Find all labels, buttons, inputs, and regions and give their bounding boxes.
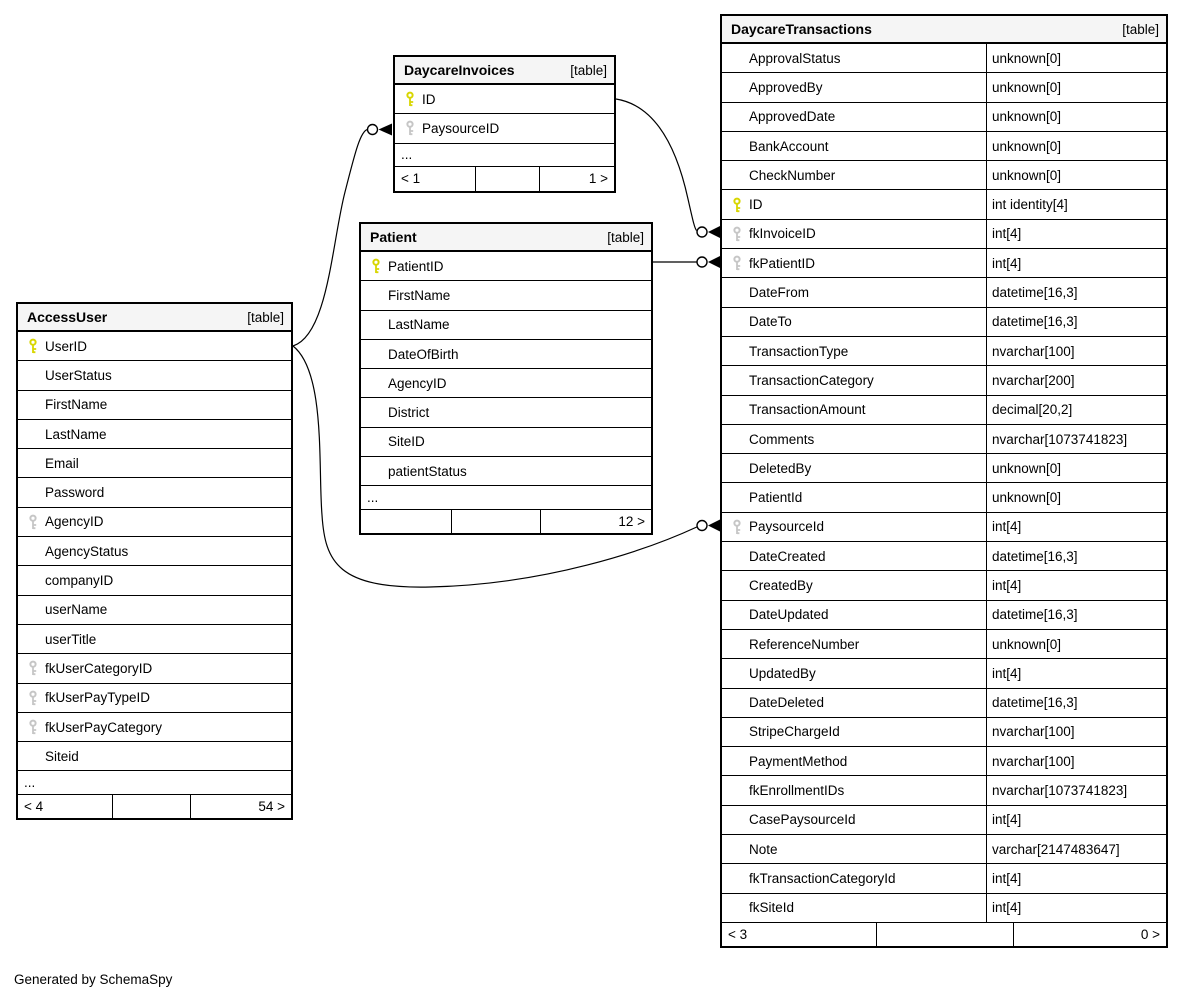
column-type: int identity[4]	[986, 190, 1166, 218]
column-name: patientStatus	[388, 463, 467, 479]
key-slot-empty	[18, 742, 45, 770]
column-row-StripeChargeId	[722, 718, 1166, 747]
table-footer	[18, 795, 291, 819]
column-row-LastName	[361, 311, 651, 340]
table-header	[395, 57, 614, 85]
column-row-DateTo	[722, 308, 1166, 337]
column-type: unknown[0]	[986, 161, 1166, 189]
column-row-LastName	[18, 420, 291, 449]
key-slot-empty	[722, 630, 749, 658]
column-name: Siteid	[45, 748, 79, 764]
column-name: fkInvoiceID	[749, 226, 816, 242]
table-title[interactable]: Patient	[370, 229, 417, 245]
column-type: int[4]	[986, 659, 1166, 687]
column-name: fkUserCategoryID	[45, 660, 153, 676]
key-slot-empty	[18, 625, 45, 653]
key-slot-empty	[722, 776, 749, 804]
table-footer	[361, 510, 651, 534]
column-type: nvarchar[100]	[986, 747, 1166, 775]
column-type: nvarchar[200]	[986, 366, 1166, 394]
footer-parents-count	[361, 510, 451, 534]
table-DaycareInvoices[interactable]	[393, 55, 616, 193]
column-name: fkSiteId	[749, 900, 795, 916]
column-name: CasePaysourceId	[749, 812, 856, 828]
column-type: datetime[16,3]	[986, 689, 1166, 717]
column-row-TransactionAmount	[722, 396, 1166, 425]
column-type: unknown[0]	[986, 132, 1166, 160]
footer-parents-count: < 3	[728, 927, 748, 943]
column-row-fkUserPayCategory	[18, 713, 291, 742]
column-row-UpdatedBy	[722, 659, 1166, 688]
column-row-Siteid	[18, 742, 291, 771]
footer-children-count: 0 >	[1013, 923, 1166, 947]
column-row-Email	[18, 449, 291, 478]
column-name: DateCreated	[749, 548, 826, 564]
foreign-key-icon	[18, 508, 45, 536]
key-slot-empty	[18, 566, 45, 594]
foreign-key-icon	[722, 220, 749, 248]
column-row-userTitle	[18, 625, 291, 654]
column-name: PaysourceId	[749, 519, 825, 535]
column-row-DateFrom	[722, 278, 1166, 307]
key-slot-empty	[722, 659, 749, 687]
column-name: SiteID	[388, 434, 425, 450]
column-name: PatientID	[388, 258, 444, 274]
key-slot-empty	[722, 483, 749, 511]
primary-key-icon	[18, 332, 45, 360]
table-type-tag: [table]	[247, 309, 284, 325]
column-row-SiteID	[361, 428, 651, 457]
key-slot-empty	[722, 132, 749, 160]
column-name: fkUserPayCategory	[45, 719, 163, 735]
key-slot-empty	[722, 542, 749, 570]
column-row-TransactionCategory	[722, 366, 1166, 395]
table-header	[18, 304, 291, 332]
key-slot-empty	[722, 571, 749, 599]
column-row-ApprovalStatus	[722, 44, 1166, 73]
column-type: nvarchar[1073741823]	[986, 425, 1166, 453]
key-slot-empty	[722, 161, 749, 189]
column-type: int[4]	[986, 220, 1166, 248]
column-row-ApprovedBy	[722, 73, 1166, 102]
column-row-UserStatus	[18, 361, 291, 390]
column-type: unknown[0]	[986, 73, 1166, 101]
footer-children-count: 54 >	[190, 795, 291, 819]
table-title[interactable]: AccessUser	[27, 309, 108, 325]
column-row-fkPatientID	[722, 249, 1166, 278]
column-type: nvarchar[1073741823]	[986, 776, 1166, 804]
table-footer	[722, 923, 1166, 947]
column-name: UpdatedBy	[749, 665, 816, 681]
column-name: DateTo	[749, 314, 792, 330]
column-name: userTitle	[45, 631, 97, 647]
column-type: datetime[16,3]	[986, 542, 1166, 570]
column-row-ID	[395, 85, 614, 114]
column-row-CasePaysourceId	[722, 806, 1166, 835]
column-name: BankAccount	[749, 138, 829, 154]
column-name: fkEnrollmentIDs	[749, 783, 845, 799]
column-name: ID	[422, 91, 436, 107]
foreign-key-icon	[18, 713, 45, 741]
table-footer	[395, 167, 614, 191]
column-type: int[4]	[986, 249, 1166, 277]
column-row-UserID	[18, 332, 291, 361]
column-name: TransactionCategory	[749, 372, 874, 388]
table-type-tag: [table]	[607, 229, 644, 245]
column-row-DeletedBy	[722, 454, 1166, 483]
column-type: unknown[0]	[986, 630, 1166, 658]
column-name: fkTransactionCategoryId	[749, 870, 896, 886]
column-name: DeletedBy	[749, 460, 812, 476]
table-header	[722, 16, 1166, 44]
column-name: PatientId	[749, 490, 803, 506]
column-row-fkInvoiceID	[722, 220, 1166, 249]
key-slot-empty	[722, 806, 749, 834]
key-slot-empty	[722, 747, 749, 775]
key-slot-empty	[361, 428, 388, 456]
footer-middle-cell	[876, 923, 1013, 947]
key-slot-empty	[18, 596, 45, 624]
key-slot-empty	[361, 311, 388, 339]
column-name: CreatedBy	[749, 577, 813, 593]
hidden-columns-ellipsis: ...	[395, 144, 614, 168]
column-name: CheckNumber	[749, 167, 836, 183]
key-slot-empty	[722, 278, 749, 306]
column-name: companyID	[45, 573, 114, 589]
key-slot-empty	[722, 308, 749, 336]
key-slot-empty	[722, 864, 749, 892]
column-name: ApprovedBy	[749, 79, 823, 95]
column-row-ApprovedDate	[722, 103, 1166, 132]
column-row-fkTransactionCategoryId	[722, 864, 1166, 893]
column-name: DateOfBirth	[388, 346, 459, 362]
column-name: AgencyID	[45, 514, 104, 530]
column-name: PaysourceID	[422, 120, 500, 136]
column-type: int[4]	[986, 894, 1166, 922]
column-name: PaymentMethod	[749, 753, 848, 769]
footer-parents-count: < 4	[24, 799, 44, 815]
column-row-patientStatus	[361, 457, 651, 486]
column-name: TransactionAmount	[749, 402, 866, 418]
column-row-DateUpdated	[722, 601, 1166, 630]
column-row-fkUserCategoryID	[18, 654, 291, 683]
column-row-Password	[18, 478, 291, 507]
footer-middle-cell	[451, 510, 540, 534]
key-slot-empty	[722, 73, 749, 101]
key-slot-empty	[361, 398, 388, 426]
column-row-BankAccount	[722, 132, 1166, 161]
column-row-fkUserPayTypeID	[18, 684, 291, 713]
column-row-AgencyStatus	[18, 537, 291, 566]
key-slot-empty	[722, 689, 749, 717]
column-row-userName	[18, 596, 291, 625]
column-name: fkUserPayTypeID	[45, 690, 151, 706]
column-row-PatientId	[722, 483, 1166, 512]
key-slot-empty	[722, 337, 749, 365]
column-type: int[4]	[986, 571, 1166, 599]
column-row-CreatedBy	[722, 571, 1166, 600]
column-type: int[4]	[986, 864, 1166, 892]
column-name: DateUpdated	[749, 607, 829, 623]
column-name: LastName	[45, 426, 107, 442]
column-type: nvarchar[100]	[986, 718, 1166, 746]
column-type: unknown[0]	[986, 44, 1166, 72]
key-slot-empty	[18, 361, 45, 389]
key-slot-empty	[722, 44, 749, 72]
foreign-key-icon	[722, 513, 749, 541]
footer-children-count: 1 >	[539, 167, 614, 191]
column-row-fkSiteId	[722, 894, 1166, 923]
column-row-DateOfBirth	[361, 340, 651, 369]
foreign-key-icon	[395, 114, 422, 142]
footer-middle-cell	[112, 795, 190, 819]
foreign-key-icon	[722, 249, 749, 277]
table-title[interactable]: DaycareInvoices	[404, 62, 515, 78]
column-row-CheckNumber	[722, 161, 1166, 190]
key-slot-empty	[18, 537, 45, 565]
hidden-columns-ellipsis: ...	[18, 771, 291, 795]
column-name: LastName	[388, 317, 450, 333]
column-row-DateDeleted	[722, 689, 1166, 718]
column-name: StripeChargeId	[749, 724, 840, 740]
column-name: fkPatientID	[749, 255, 816, 271]
key-slot-empty	[361, 340, 388, 368]
key-slot-empty	[361, 281, 388, 309]
column-name: Email	[45, 455, 79, 471]
key-slot-empty	[18, 449, 45, 477]
column-type: datetime[16,3]	[986, 601, 1166, 629]
column-name: DateFrom	[749, 285, 810, 301]
column-row-companyID	[18, 566, 291, 595]
column-row-ReferenceNumber	[722, 630, 1166, 659]
column-name: ApprovalStatus	[749, 50, 841, 66]
column-name: userName	[45, 602, 108, 618]
key-slot-empty	[722, 718, 749, 746]
key-slot-empty	[18, 391, 45, 419]
foreign-key-icon	[18, 684, 45, 712]
column-row-DateCreated	[722, 542, 1166, 571]
column-type: unknown[0]	[986, 483, 1166, 511]
table-DaycareTransactions[interactable]	[720, 14, 1168, 948]
key-slot-empty	[722, 396, 749, 424]
column-type: nvarchar[100]	[986, 337, 1166, 365]
column-type: datetime[16,3]	[986, 278, 1166, 306]
primary-key-icon	[722, 190, 749, 218]
key-slot-empty	[722, 366, 749, 394]
column-row-ID	[722, 190, 1166, 219]
table-title[interactable]: DaycareTransactions	[731, 21, 872, 37]
foreign-key-icon	[18, 654, 45, 682]
key-slot-empty	[722, 425, 749, 453]
column-type: varchar[2147483647]	[986, 835, 1166, 863]
generator-credit: Generated by SchemaSpy	[14, 972, 173, 987]
column-type: int[4]	[986, 513, 1166, 541]
column-name: TransactionType	[749, 343, 849, 359]
column-name: DateDeleted	[749, 695, 825, 711]
column-type: datetime[16,3]	[986, 308, 1166, 336]
column-row-fkEnrollmentIDs	[722, 776, 1166, 805]
column-name: ID	[749, 197, 763, 213]
column-row-Comments	[722, 425, 1166, 454]
key-slot-empty	[361, 369, 388, 397]
key-slot-empty	[722, 835, 749, 863]
column-name: AgencyStatus	[45, 543, 129, 559]
column-name: Comments	[749, 431, 815, 447]
column-row-TransactionType	[722, 337, 1166, 366]
column-row-PaysourceID	[395, 114, 614, 143]
column-type: unknown[0]	[986, 103, 1166, 131]
column-type: unknown[0]	[986, 454, 1166, 482]
key-slot-empty	[722, 894, 749, 922]
column-name: ReferenceNumber	[749, 636, 860, 652]
column-name: FirstName	[388, 287, 451, 303]
column-name: ApprovedDate	[749, 109, 836, 125]
column-name: Note	[749, 841, 778, 857]
key-slot-empty	[722, 454, 749, 482]
primary-key-icon	[361, 252, 388, 280]
column-row-PaymentMethod	[722, 747, 1166, 776]
column-row-FirstName	[361, 281, 651, 310]
column-row-PaysourceId	[722, 513, 1166, 542]
column-name: District	[388, 405, 430, 421]
column-name: Password	[45, 485, 105, 501]
key-slot-empty	[722, 601, 749, 629]
column-name: UserStatus	[45, 367, 112, 383]
key-slot-empty	[361, 457, 388, 485]
column-row-AgencyID	[18, 508, 291, 537]
column-row-Note	[722, 835, 1166, 864]
table-type-tag: [table]	[1122, 21, 1159, 37]
column-name: UserID	[45, 338, 88, 354]
column-name: FirstName	[45, 397, 108, 413]
footer-parents-count: < 1	[401, 171, 421, 187]
column-row-PatientID	[361, 252, 651, 281]
hidden-columns-ellipsis: ...	[361, 486, 651, 510]
column-row-AgencyID	[361, 369, 651, 398]
key-slot-empty	[18, 478, 45, 506]
column-row-FirstName	[18, 391, 291, 420]
column-type: decimal[20,2]	[986, 396, 1166, 424]
column-name: AgencyID	[388, 375, 447, 391]
table-AccessUser[interactable]	[16, 302, 293, 820]
table-header	[361, 224, 651, 252]
key-slot-empty	[18, 420, 45, 448]
table-type-tag: [table]	[570, 62, 607, 78]
key-slot-empty	[722, 103, 749, 131]
footer-children-count: 12 >	[540, 510, 651, 534]
table-Patient[interactable]	[359, 222, 653, 535]
primary-key-icon	[395, 85, 422, 113]
column-type: int[4]	[986, 806, 1166, 834]
footer-middle-cell	[475, 167, 539, 191]
column-row-District	[361, 398, 651, 427]
